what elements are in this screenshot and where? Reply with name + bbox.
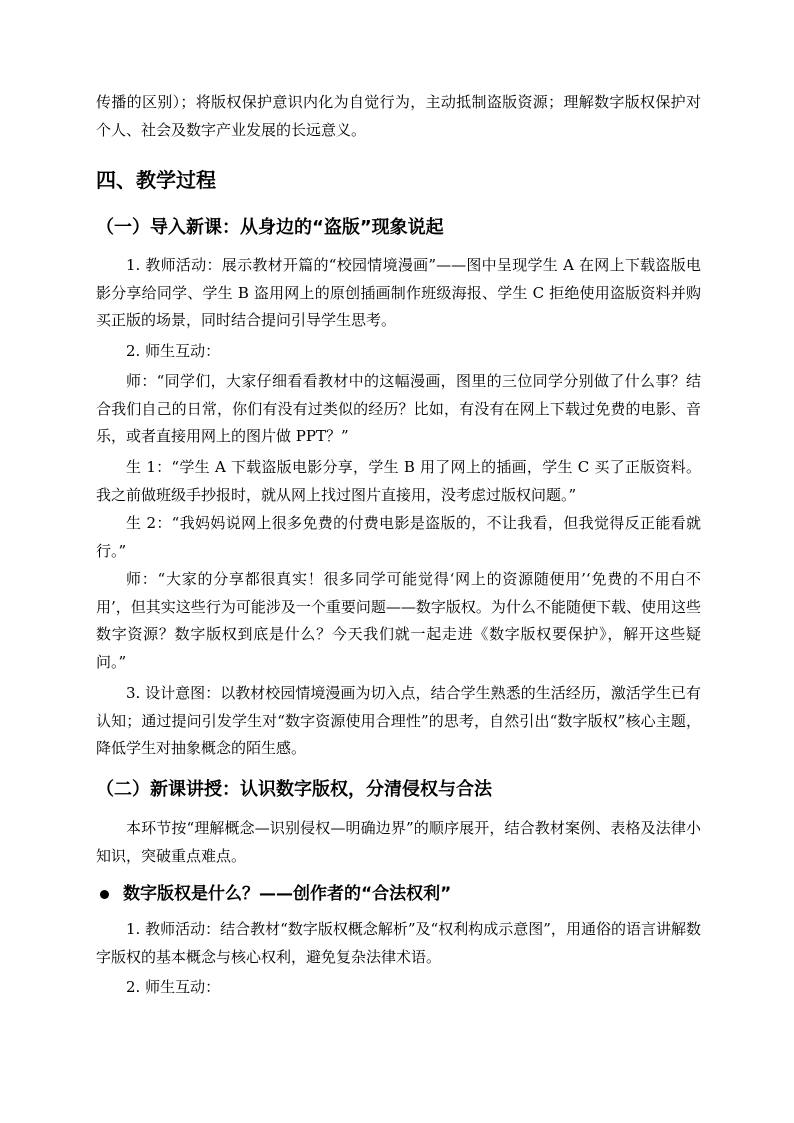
paragraph-student-1: 生 1：“学生 A 下载盗版电影分享，学生 B 用了网上的插画，学生 C 买了正版资料。我之前做班级手抄报时，就从网上找过图片直接用，没考虑过版权问题。”	[96, 458, 701, 504]
paragraph-interaction-label-2: 2. 师生互动：	[126, 978, 221, 996]
paragraph-section-overview: 本环节按“理解概念—识别侵权—明确边界”的顺序展开，结合教材案例、表格及法律小知识，突破重点难点。	[96, 819, 701, 865]
bullet-heading-text: 数字版权是什么？——创作者的“合法权利”	[123, 884, 452, 904]
bullet-heading-what-is-copyright	[96, 880, 451, 908]
paragraph-teacher-summary: 师：“大家的分享都很真实！很多同学可能觉得‘网上的资源随便用’‘免费的不用白不用’，但其实这些行为可能涉及一个重要问题——数字版权。为什么不能随便下载、使用这些数字资源？数字版权到底是什么？今天我们就一起走进《数字版权要保护》，解开这些疑问。”	[96, 570, 701, 671]
paragraph-teacher-activity: 1. 教师活动：展示教材开篇的“校园情境漫画”——图中呈现学生 A 在网上下载盗版电影分享给同学、学生 B 盗用网上的原创插画制作班级海报、学生 C 拒绝使用盗版资料并购买正版的场景，同时结合提问引导学生思考。	[96, 256, 701, 329]
paragraph-student-2: 生 2：“我妈妈说网上很多免费的付费电影是盗版的，不让我看，但我觉得反正能看就行。”	[96, 514, 701, 560]
paragraph-teacher-question: 师：“同学们，大家仔细看看教材中的这幅漫画，图里的三位同学分别做了什么事？结合我们自己的日常，你们有没有过类似的经历？比如，有没有在网上下载过免费的电影、音乐，或者直接用网上的图片做 PPT？”	[96, 372, 701, 445]
bullet-icon	[100, 890, 109, 899]
section-heading-teaching-process: 四、教学过程	[96, 168, 216, 192]
paragraph-design-intent: 3. 设计意图：以教材校园情境漫画为切入点，结合学生熟悉的生活经历，激活学生已有认知；通过提问引发学生对“数字资源使用合理性”的思考，自然引出“数字版权”核心主题，降低学生对抽象概念的陌生感。	[96, 684, 701, 757]
paragraph-goal-continuation: 传播的区别）；将版权保护意识内化为自觉行为，主动抵制盗版资源；理解数字版权保护对个人、社会及数字产业发展的长远意义。	[96, 93, 701, 139]
subheading-new-lesson: （二）新课讲授：认识数字版权，分清侵权与合法	[96, 779, 492, 800]
subheading-introduction: （一）导入新课：从身边的“盗版”现象说起	[96, 217, 444, 238]
paragraph-interaction-label: 2. 师生互动：	[126, 342, 221, 360]
paragraph-concept-activity: 1. 教师活动：结合教材“数字版权概念解析”及“权利构成示意图”，用通俗的语言讲解数字版权的基本概念与核心权利，避免复杂法律术语。	[96, 920, 701, 966]
